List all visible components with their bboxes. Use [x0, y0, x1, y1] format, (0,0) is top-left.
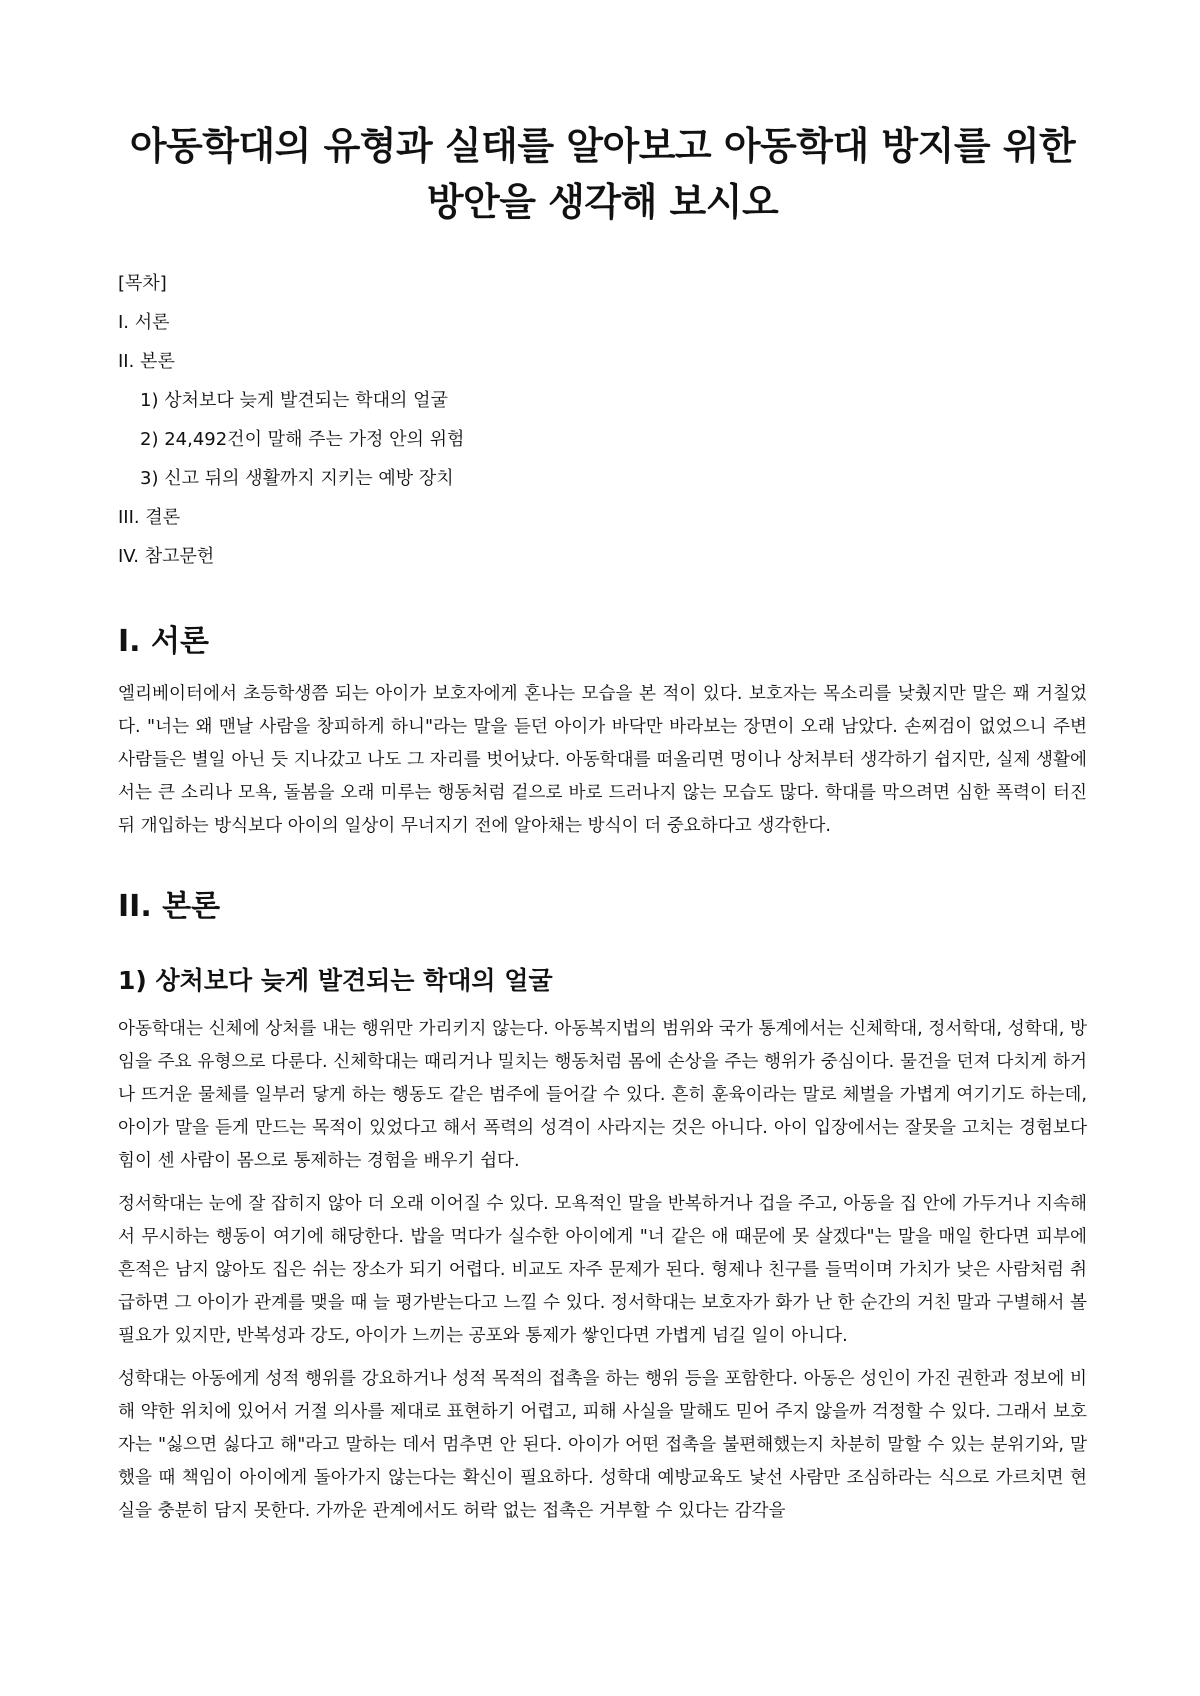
toc-subitem-3: 3) 신고 뒤의 생활까지 지키는 예방 장치 [140, 468, 454, 489]
toc-subitem-2: 2) 24,492건이 말해 주는 가정 안의 위험 [140, 429, 465, 450]
section-heading-main-body: II. 본론 [118, 889, 221, 924]
toc-heading: [목차] [118, 273, 167, 294]
subsection-1-paragraph-emotional-abuse: 정서학대는 눈에 잘 잡히지 않아 더 오래 이어질 수 있다. 모욕적인 말을 반복하거나 겁을 주고, 아동을 집 안에 가두거나 지속해서 무시하는 행동이 여기에 해당한다. 밥을 먹다가 실수한 아이에게 "너 같은 애 때문에 못 살겠다"는 말을 매일 한다면 피부에 흔적은 남지 않아도 집은 쉬는 장소가 되기 어렵다. 비교도 자주 문제가 된다. 형제나 친구를 들먹이며 가치가 낮은 사람처럼 취급하면 그 아이가 관계를 맺을 때 늘 평가받는다고 느낄 수 있다. 정서학대는 보호자가 화가 난 한 순간의 거친 말과 구별해서 볼 필요가 있지만, 반복성과 강도, 아이가 느끼는 공포와 통제가 쌓인다면 가볍게 넘길 일이 아니다. [118, 1194, 1087, 1346]
subsection-1-paragraph-physical-abuse: 아동학대는 신체에 상처를 내는 행위만 가리키지 않는다. 아동복지법의 범위와 국가 통계에서는 신체학대, 정서학대, 성학대, 방임을 주요 유형으로 다룬다. 신체학대는 때리거나 밀치는 행동처럼 몸에 손상을 주는 행위가 중심이다. 물건을 던져 다치게 하거나 뜨거운 물체를 일부러 닿게 하는 행동도 같은 범주에 들어갈 수 있다. 흔히 훈육이라는 말로 체벌을 가볍게 여기기도 하는데, 아이가 말을 듣게 만드는 목적이 있었다고 해서 폭력의 성격이 사라지는 것은 아니다. 아이 입장에서는 잘못을 고치는 경험보다 힘이 센 사람이 몸으로 통제하는 경험을 배우기 쉽다. [118, 1019, 1087, 1171]
table-of-contents [118, 264, 1087, 576]
toc-item-introduction: I. 서론 [118, 312, 170, 333]
introduction-paragraph: 엘리베이터에서 초등학생쯤 되는 아이가 보호자에게 혼나는 모습을 본 적이 있다. 보호자는 목소리를 낮췄지만 말은 꽤 거칠었다. "너는 왜 맨날 사람을 창피하게 하니"라는 말을 듣던 아이가 바닥만 바라보는 장면이 오래 남았다. 손찌검이 없었으니 주변 사람들은 별일 아닌 듯 지나갔고 나도 그 자리를 벗어났다. 아동학대를 떠올리면 멍이나 상처부터 생각하기 쉽지만, 실제 생활에서는 큰 소리나 모욕, 돌봄을 오래 미루는 행동처럼 겉으로 바로 드러나지 않는 모습도 많다. 학대를 막으려면 심한 폭력이 터진 뒤 개입하는 방식보다 아이의 일상이 무너지기 전에 알아채는 방식이 더 중요하다고 생각한다. [118, 684, 1087, 836]
subsection-heading-1: 1) 상처보다 늦게 발견되는 학대의 얼굴 [118, 966, 553, 995]
toc-subitem-1: 1) 상처보다 늦게 발견되는 학대의 얼굴 [140, 390, 448, 411]
toc-item-conclusion: III. 결론 [118, 507, 181, 528]
document-title: 아동학대의 유형과 실태를 알아보고 아동학대 방지를 위한 방안을 생각해 보시오 [129, 124, 1076, 224]
toc-item-main-body: II. 본론 [118, 351, 175, 372]
subsection-1-paragraph-sexual-abuse: 성학대는 아동에게 성적 행위를 강요하거나 성적 목적의 접촉을 하는 행위 등을 포함한다. 아동은 성인이 가진 권한과 정보에 비해 약한 위치에 있어서 거절 의사를 제대로 표현하기 어렵고, 피해 사실을 말해도 믿어 주지 않을까 걱정할 수 있다. 그래서 보호자는 "싫으면 싫다고 해"라고 말하는 데서 멈추면 안 된다. 아이가 어떤 접촉을 불편해했는지 차분히 말할 수 있는 분위기와, 말했을 때 책임이 아이에게 돌아가지 않는다는 확신이 필요하다. 성학대 예방교육도 낯선 사람만 조심하라는 식으로 가르치면 현실을 충분히 담지 못한다. 가까운 관계에서도 허락 없는 접촉은 거부할 수 있다는 감각을 [118, 1369, 1087, 1521]
section-heading-introduction: I. 서론 [118, 624, 209, 659]
toc-item-references: IV. 참고문헌 [118, 546, 215, 567]
